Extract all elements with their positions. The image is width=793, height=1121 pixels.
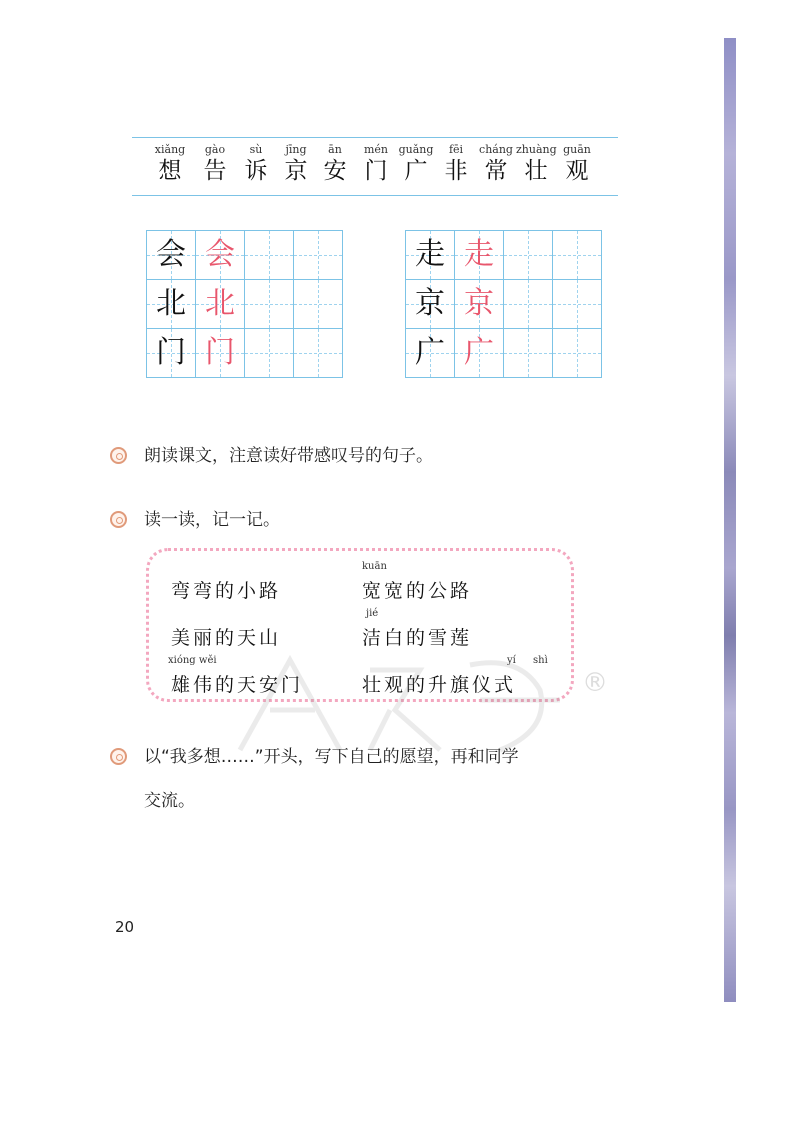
grid-cell bbox=[293, 328, 343, 378]
trace-char: 京 bbox=[464, 286, 494, 321]
exercise-text: 交流。 bbox=[144, 791, 195, 811]
vocab-item bbox=[396, 142, 436, 185]
vocab-char: 告 bbox=[203, 158, 227, 184]
model-char: 京 bbox=[415, 286, 445, 321]
vocab-char: 门 bbox=[364, 158, 388, 184]
model-char: 走 bbox=[415, 237, 445, 272]
vocab-item bbox=[236, 142, 276, 185]
vocab-pinyin: cháng bbox=[479, 143, 513, 156]
phrase-pinyin: shì bbox=[533, 655, 548, 666]
grid-cell bbox=[503, 328, 553, 378]
grid-cell bbox=[405, 279, 455, 329]
publisher-watermark bbox=[220, 650, 600, 760]
vocab-item bbox=[436, 142, 476, 185]
grid-cell bbox=[405, 230, 455, 280]
vocab-char: 京 bbox=[284, 158, 308, 184]
grid-cell bbox=[293, 279, 343, 329]
vocab-item bbox=[276, 142, 316, 185]
vocab-pinyin: guān bbox=[563, 143, 591, 156]
phrase: 洁白的雪莲 bbox=[362, 627, 473, 649]
exercise-text: 读一读，记一记。 bbox=[144, 510, 280, 530]
vocab-pinyin: sù bbox=[249, 143, 263, 156]
vocab-item bbox=[516, 142, 556, 185]
vocab-char: 广 bbox=[404, 158, 428, 184]
phrase-pinyin: jié bbox=[366, 608, 379, 619]
vocab-pinyin: mén bbox=[363, 143, 389, 156]
vocab-char: 诉 bbox=[244, 158, 268, 184]
page-number: 20 bbox=[115, 918, 135, 936]
trace-char: 北 bbox=[205, 286, 235, 321]
trace-char: 广 bbox=[464, 335, 494, 370]
vocabulary-row bbox=[132, 137, 618, 196]
grid-cell bbox=[503, 279, 553, 329]
phrase: 美丽的天山 bbox=[171, 627, 282, 649]
grid-cell bbox=[195, 230, 245, 280]
vocab-pinyin: zhuàng bbox=[516, 143, 557, 156]
grid-cell bbox=[454, 279, 504, 329]
trace-char: 会 bbox=[205, 237, 235, 272]
phrase-pinyin: xióng wěi bbox=[168, 655, 217, 666]
vocab-pinyin: jīng bbox=[285, 143, 307, 156]
grid-cell bbox=[244, 230, 294, 280]
vocab-item bbox=[315, 142, 355, 185]
grid-cell bbox=[552, 279, 602, 329]
vocab-char: 想 bbox=[158, 158, 182, 184]
grid-cell bbox=[454, 328, 504, 378]
vocab-char: 非 bbox=[444, 158, 468, 184]
model-char: 门 bbox=[156, 335, 186, 370]
vocab-char: 观 bbox=[565, 158, 589, 184]
phrase: 宽宽的公路 bbox=[362, 580, 473, 602]
vocab-pinyin: gào bbox=[204, 143, 226, 156]
phrase-pinyin: yí bbox=[507, 655, 516, 666]
registered-mark-icon: ® bbox=[582, 668, 608, 698]
grid-cell bbox=[454, 230, 504, 280]
model-char: 广 bbox=[415, 335, 445, 370]
exercise-bullet-icon bbox=[110, 748, 127, 765]
grid-cell bbox=[244, 279, 294, 329]
vocab-item bbox=[356, 142, 396, 185]
writing-grid-left bbox=[146, 230, 346, 380]
phrase: 壮观的升旗仪式 bbox=[362, 674, 517, 696]
grid-cell bbox=[146, 279, 196, 329]
model-char: 北 bbox=[156, 286, 186, 321]
trace-char: 走 bbox=[464, 237, 494, 272]
grid-cell bbox=[552, 230, 602, 280]
grid-cell bbox=[146, 230, 196, 280]
exercise-text: 以“我多想……”开头，写下自己的愿望，再和同学 bbox=[144, 747, 519, 767]
vocab-pinyin: ān bbox=[328, 143, 342, 156]
model-char: 会 bbox=[156, 237, 186, 272]
trace-char: 门 bbox=[205, 335, 235, 370]
grid-cell bbox=[195, 328, 245, 378]
grid-cell bbox=[146, 328, 196, 378]
grid-cell bbox=[552, 328, 602, 378]
side-photo-strip bbox=[724, 38, 736, 1002]
writing-grid-right bbox=[405, 230, 605, 380]
phrase: 雄伟的天安门 bbox=[171, 674, 304, 696]
vocab-pinyin: guǎng bbox=[398, 143, 434, 156]
exercise-text: 朗读课文，注意读好带感叹号的句子。 bbox=[144, 446, 433, 466]
vocab-char: 安 bbox=[323, 158, 347, 184]
vocab-pinyin: xiǎng bbox=[154, 143, 186, 156]
vocab-char: 常 bbox=[484, 158, 508, 184]
vocab-item bbox=[195, 142, 235, 185]
grid-cell bbox=[195, 279, 245, 329]
grid-cell bbox=[503, 230, 553, 280]
exercise-bullet-icon bbox=[110, 511, 127, 528]
vocab-item bbox=[557, 142, 597, 185]
grid-cell bbox=[244, 328, 294, 378]
grid-cell bbox=[405, 328, 455, 378]
vocab-item bbox=[476, 142, 516, 185]
phrase-pinyin: kuān bbox=[362, 561, 387, 572]
vocab-item bbox=[150, 142, 190, 185]
vocab-pinyin: fēi bbox=[448, 143, 464, 156]
exercise-bullet-icon bbox=[110, 447, 127, 464]
vocab-char: 壮 bbox=[524, 158, 548, 184]
phrase: 弯弯的小路 bbox=[171, 580, 282, 602]
grid-cell bbox=[293, 230, 343, 280]
